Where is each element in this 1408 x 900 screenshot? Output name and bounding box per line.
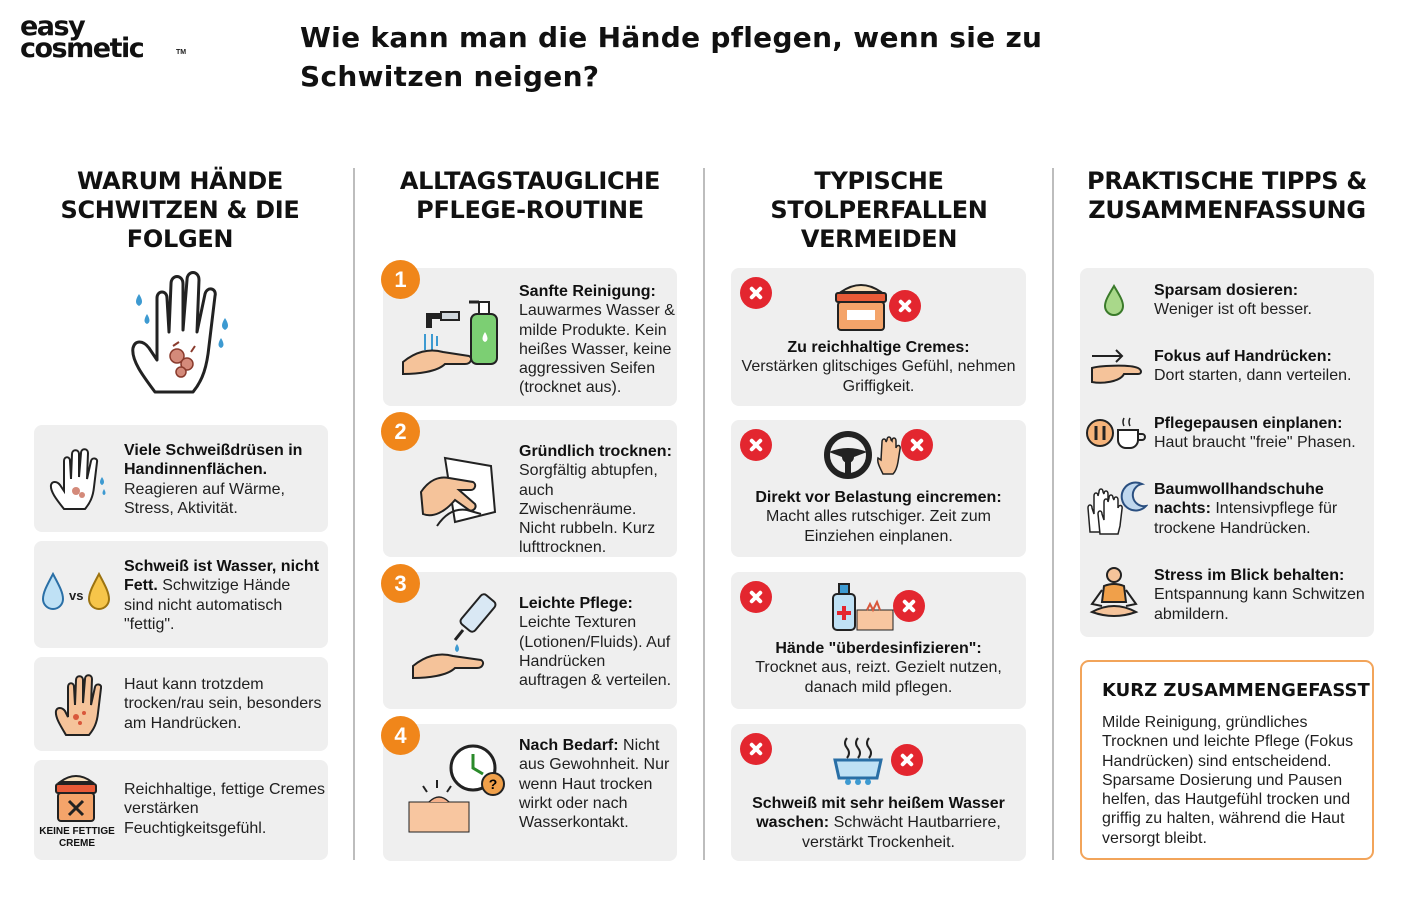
tip-bold: Sparsam dosieren: xyxy=(1154,282,1299,299)
tip-text: Intensivpflege für trockene Handrücken. xyxy=(1154,500,1338,537)
creme-jar-icon xyxy=(833,282,889,332)
pitfall-card-over-disinfect xyxy=(731,572,1026,709)
column-heading-why: WARUM HÄNDE SCHWITZEN & DIE FOLGEN xyxy=(60,167,300,253)
card-text: Haut kann trotzdem trocken/rau sein, besonders am Handrücken. xyxy=(124,676,322,732)
step-text: Sorgfältig abtupfen, auch Zwischenräume. Nicht rubbeln. Kurz lufttrocknen. xyxy=(519,462,658,557)
warning-x-icon xyxy=(893,590,925,622)
clock-skin-icon xyxy=(407,740,507,840)
warning-x-icon xyxy=(740,277,772,309)
routine-step-2 xyxy=(383,420,677,557)
tip-bold: Fokus auf Handrücken: xyxy=(1154,348,1332,365)
creme-jar-icon xyxy=(52,772,100,824)
logo-line-1: easy xyxy=(20,11,85,42)
towel-hands-icon xyxy=(415,452,499,536)
card-bold: Viele Schweißdrüsen in Handinnenflächen. xyxy=(124,442,303,479)
warning-x-icon xyxy=(901,429,933,461)
tip-text: Entspannung kann Schwitzen abmildern. xyxy=(1154,586,1365,623)
step-bold: Sanfte Reinigung: xyxy=(519,283,656,300)
pitfall-bold: Direkt vor Belastung eincremen: xyxy=(755,489,1002,506)
pitfall-bold: Hände "überdesinfizieren": xyxy=(775,640,982,657)
dry-hand-icon xyxy=(52,673,102,739)
routine-step-4 xyxy=(383,724,677,861)
tip-bold: Baumwollhandschuhe nachts: xyxy=(1154,481,1324,518)
card-text: Reichhaltige, fettige Cremes verstärken Feuchtigkeitsgefühl. xyxy=(124,781,325,837)
logo-line-2: cosmetic xyxy=(20,33,144,64)
step-bold: Gründlich trocknen: xyxy=(519,443,672,460)
step-bold: Nach Bedarf: xyxy=(519,737,619,754)
column-heading-tips: PRAKTISCHE TIPPS & ZUSAMMENFASSUNG xyxy=(1087,167,1367,224)
pause-cup-icon xyxy=(1086,416,1148,450)
column-heading-pitfalls: TYPISCHE STOLPERFALLEN VERMEIDEN xyxy=(770,167,988,253)
pitfall-text: Verstärken glitschiges Gefühl, nehmen Griffigkeit. xyxy=(741,358,1016,395)
pitfall-text: Trocknet aus, reizt. Gezielt nutzen, danach mild pflegen. xyxy=(755,659,1002,696)
sweaty-hand-icon xyxy=(875,432,905,476)
gloves-moon-icon xyxy=(1086,480,1148,536)
warning-x-icon xyxy=(891,744,923,776)
sweaty-hand-icon xyxy=(125,268,235,400)
warning-x-icon xyxy=(740,733,772,765)
warning-x-icon xyxy=(740,429,772,461)
step-bold: Leichte Pflege: xyxy=(519,595,633,612)
hot-water-icon xyxy=(831,734,885,786)
water-drop-icon xyxy=(40,571,66,611)
column-divider xyxy=(703,168,705,860)
page-title: Wie kann man die Hände pflegen, wenn sie zu Schwitzen neigen? xyxy=(300,21,1043,93)
pitfall-text: Schwächt Hautbarriere, verstärkt Trockenheit. xyxy=(802,814,1001,851)
step-number-badge: 3 xyxy=(381,564,420,603)
vs-label: vs xyxy=(69,588,84,603)
fat-drop-icon xyxy=(86,571,112,611)
meditation-icon xyxy=(1088,566,1140,620)
card-text: Reagieren auf Wärme, Stress, Aktivität. xyxy=(124,480,285,517)
summary-text: Milde Reinigung, gründliches Trocknen und leichte Pflege (Fokus Handrücken) sind entscheidend. Sparsame Dosierung und Pausen helfen, das Hautgefühl trocken und griffig zu halten, während die Haut versorgt bleibt. xyxy=(1102,714,1354,847)
routine-step-3 xyxy=(383,572,677,709)
column-divider xyxy=(353,168,355,860)
card-bold: Schweiß ist Wasser, nicht Fett. xyxy=(124,558,320,595)
step-number-badge: 4 xyxy=(381,716,420,755)
column-heading-routine: ALLTAGSTAUGLICHE PFLEGE-ROUTINE xyxy=(399,167,661,224)
pitfall-card-hot-water xyxy=(731,724,1026,861)
pitfall-bold: Schweiß mit sehr heißem Wasser waschen: xyxy=(752,795,1005,832)
drop-icon xyxy=(1102,284,1126,316)
step-text: Nicht aus Gewohnheit. Nur wenn Haut trocken wirkt oder nach Wasserkontakt. xyxy=(519,737,670,832)
summary-title: KURZ ZUSAMMENGEFASST xyxy=(1102,680,1370,701)
no-fat-creme-tag: KEINE FETTIGE CREME xyxy=(39,826,115,849)
tip-text: Dort starten, dann verteilen. xyxy=(1154,367,1352,385)
pitfall-text: Macht alles rutschiger. Zeit zum Einziehen einplanen. xyxy=(766,508,991,545)
logo-trademark: TM xyxy=(176,49,187,56)
warning-x-icon xyxy=(889,290,921,322)
tip-bold: Pflegepausen einplanen: xyxy=(1154,415,1343,432)
pitfall-card-before-activity xyxy=(731,420,1026,557)
card-text: Schwitzige Hände sind nicht automatisch "fettig". xyxy=(124,577,291,633)
brand-logo xyxy=(20,11,187,64)
tip-text: Weniger ist oft besser. xyxy=(1154,301,1312,319)
info-card-dry-skin xyxy=(34,657,328,751)
svg-text:?: ? xyxy=(488,776,498,792)
lotion-bottle-icon xyxy=(409,592,503,684)
tips-card xyxy=(1080,268,1374,637)
routine-step-1 xyxy=(383,268,677,406)
tip-bold: Stress im Blick behalten: xyxy=(1154,567,1345,584)
hand-arrow-icon xyxy=(1088,348,1144,386)
step-text: Leichte Texturen (Lotionen/Fluids). Auf Handrücken auftragen & verteilen. xyxy=(519,614,672,690)
faucet-hand-icon xyxy=(399,292,507,380)
pitfall-card-rich-creams xyxy=(731,268,1026,406)
steering-wheel-icon xyxy=(823,430,873,480)
column-divider xyxy=(1052,168,1054,860)
step-number-badge: 1 xyxy=(381,260,420,299)
step-number-badge: 2 xyxy=(381,412,420,451)
step-text: Lauwarmes Wasser & milde Produkte. Kein heißes Wasser, keine aggressiven Seifen (trocknet aus). xyxy=(519,302,675,397)
info-card-sweat-glands xyxy=(34,425,328,532)
sweaty-hand-icon xyxy=(46,447,110,513)
summary-box xyxy=(1080,660,1374,860)
pitfall-bold: Zu reichhaltige Cremes: xyxy=(787,339,970,356)
sanitizer-icon xyxy=(831,580,895,632)
info-card-sweat-water xyxy=(34,541,328,648)
tip-text: Haut braucht "freie" Phasen. xyxy=(1154,434,1356,452)
warning-x-icon xyxy=(740,581,772,613)
